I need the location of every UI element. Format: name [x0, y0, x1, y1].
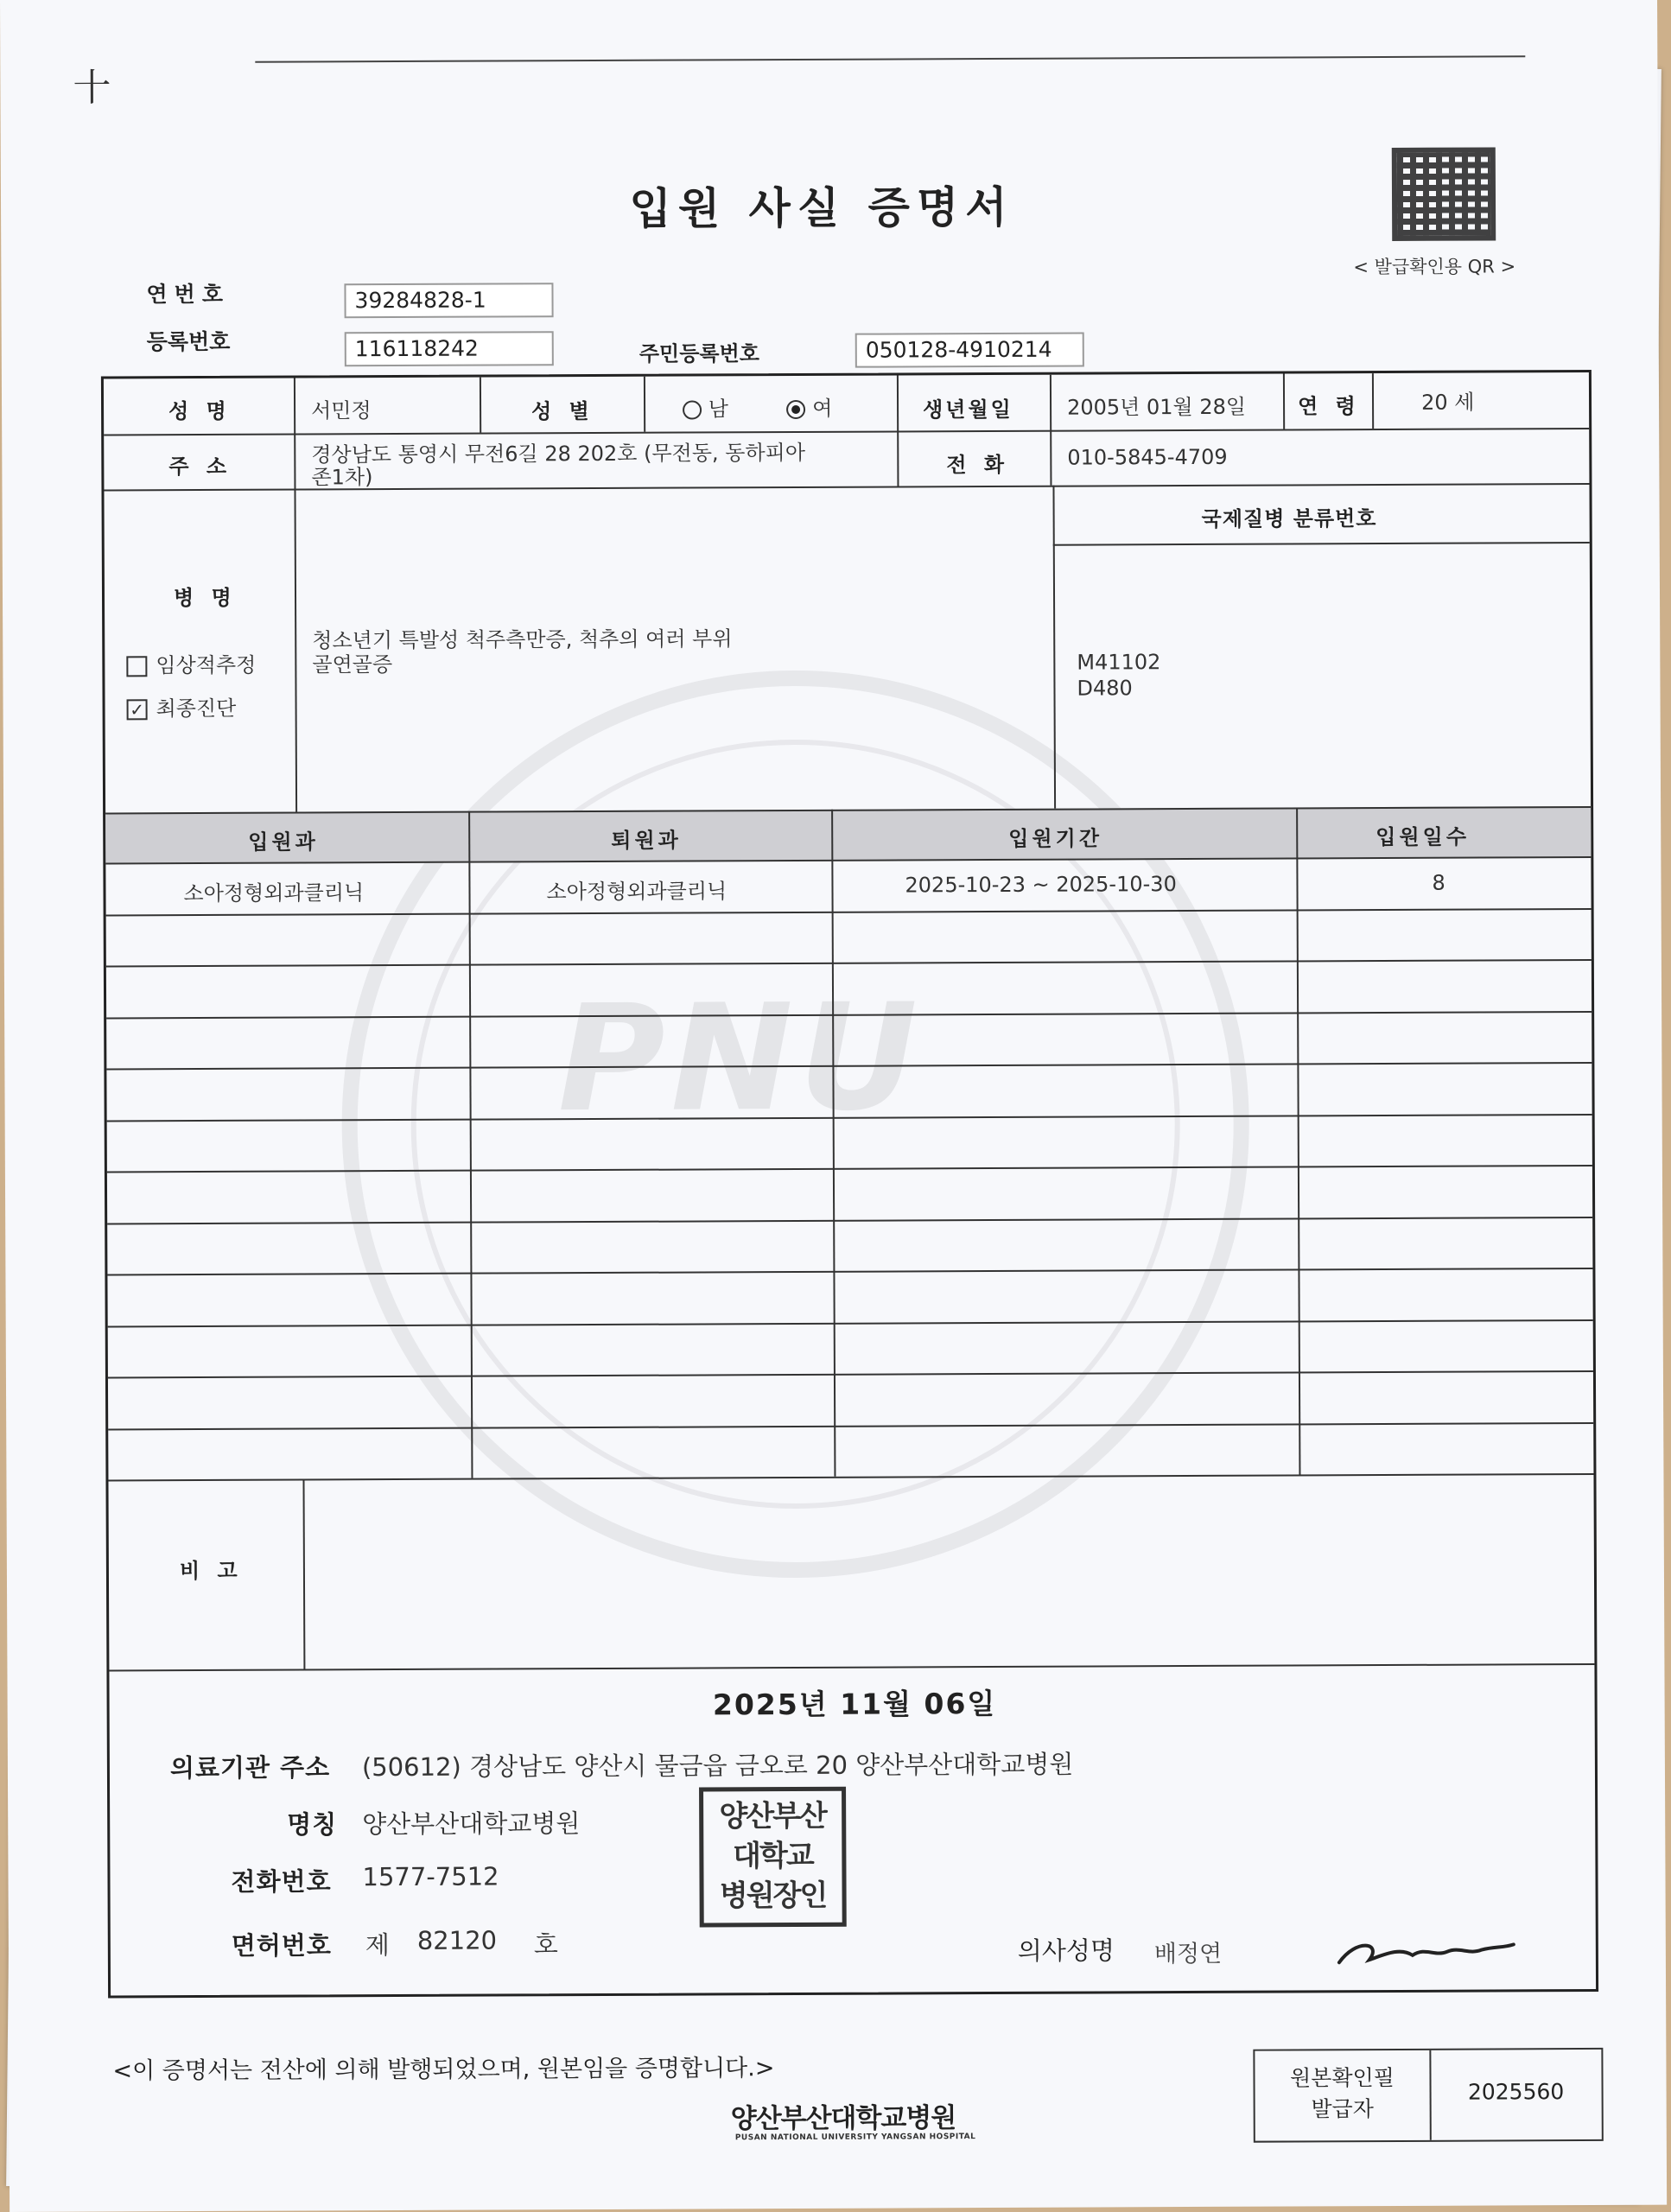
patient-name: 서민정 [311, 398, 372, 423]
sex-female-radio[interactable] [786, 400, 805, 419]
form-rule [1283, 374, 1285, 429]
form-rule [1053, 542, 1590, 546]
diagnosis-line-1: 청소년기 특발성 척주측만증, 척추의 여러 부위 [312, 626, 733, 653]
name-label: 성 명 [168, 398, 232, 424]
sex-options [683, 391, 832, 423]
institution-phone-label: 전화번호 [231, 1866, 332, 1897]
diagnosis-label: 병 명 [173, 585, 237, 611]
table-row [107, 1268, 1592, 1276]
registration-value: 116118242 [345, 331, 554, 366]
sex-male-radio[interactable] [683, 400, 702, 419]
institution-phone: 1577-7512 [362, 1861, 499, 1892]
table-cell-period: 2025-10-23 ~ 2025-10-30 [905, 872, 1177, 898]
table-row [107, 1114, 1592, 1122]
table-header-bg [105, 806, 1591, 863]
icd-codes [1077, 649, 1160, 701]
table-row [108, 1370, 1593, 1379]
sex-female-label: 여 [812, 396, 833, 421]
doctor-signature [1331, 1920, 1521, 1973]
form-rule [104, 428, 1589, 436]
hospital-seal: 양산부산 대학교 병원장인 [699, 1787, 847, 1928]
address-value [311, 442, 805, 488]
page-title: 입원 사실 증명서 [629, 181, 1014, 234]
table-cell-admit-dept: 소아정형외과클리닉 [183, 880, 365, 906]
form-rule [644, 377, 645, 432]
icd-code-1: M41102 [1077, 650, 1161, 675]
issue-date: 2025년 11월 06일 [712, 1686, 997, 1722]
certificate-form [101, 370, 1598, 1999]
doctor-label: 의사성명 [1017, 1936, 1115, 1966]
phone-value: 010-5845-4709 [1067, 444, 1228, 470]
doctor-name: 배정연 [1153, 1940, 1223, 1968]
institution-name-label: 명칭 [287, 1809, 338, 1840]
issuer-label-original: 원본확인필 [1290, 2064, 1395, 2091]
dob-value: 2005년 01월 28일 [1067, 394, 1247, 420]
license-prefix: 제 [365, 1930, 390, 1961]
icd-code-2: D480 [1077, 676, 1133, 701]
diagnosis-text [312, 626, 733, 677]
sex-male-label: 남 [708, 397, 728, 422]
option-clinical[interactable] [126, 648, 256, 679]
issuer-labels [1255, 2063, 1429, 2126]
issuer-label-issuer: 발급자 [1311, 2096, 1374, 2122]
issuer-value: 2025560 [1467, 2079, 1565, 2105]
institution-name: 양산부산대학교병원 [362, 1808, 581, 1840]
table-header-days: 입원일수 [1376, 824, 1471, 850]
form-rule [1050, 375, 1052, 486]
form-rule [109, 1663, 1594, 1672]
table-cell-discharge-dept: 소아정형외과클리닉 [546, 879, 727, 905]
serial-value: 39284828-1 [344, 283, 553, 318]
table-row [106, 1011, 1592, 1020]
age-value: 20 세 [1420, 390, 1475, 415]
form-rule [1052, 486, 1056, 809]
table-row [108, 1319, 1593, 1328]
form-rule [302, 1478, 305, 1669]
phone-label: 전 화 [946, 452, 1010, 478]
form-rule [108, 1473, 1593, 1482]
age-label: 연 령 [1298, 394, 1361, 419]
table-row [106, 959, 1592, 968]
form-rule [468, 811, 473, 1478]
form-rule [897, 375, 899, 486]
remarks-label: 비 고 [179, 1558, 243, 1584]
license-label: 면허번호 [231, 1930, 332, 1961]
rrn-label: 주민등록번호 [639, 341, 759, 366]
institution-address: (50612) 경상남도 양산시 물금읍 금오로 20 양산부산대학교병원 [361, 1749, 1074, 1783]
license-suffix: 호 [533, 1929, 558, 1960]
registration-label: 등록번호 [146, 328, 231, 355]
clinical-checkbox[interactable] [126, 656, 147, 677]
form-rule [294, 378, 297, 812]
table-row [106, 1062, 1592, 1071]
icd-label: 국제질병 분류번호 [1201, 506, 1377, 531]
table-row [107, 1217, 1592, 1225]
corner-mark: 十 [73, 66, 111, 111]
institution-address-label: 의료기관 주소 [169, 1752, 331, 1783]
top-rule [255, 55, 1525, 62]
hospital-logo-subtext: PUSAN NATIONAL UNIVERSITY YANGSAN HOSPITAL [734, 2133, 976, 2143]
watermark-logo: PNU [556, 972, 924, 1146]
issuer-box [1253, 2048, 1603, 2143]
sex-label: 성 별 [531, 399, 594, 424]
hospital-logo-text: 양산부산대학교병원 [730, 2102, 956, 2135]
qr-caption: < 발급확인용 QR > [1353, 256, 1516, 278]
dob-label: 생년월일 [923, 397, 1013, 423]
table-row [108, 1422, 1593, 1431]
diagnosis-line-2: 골연골증 [312, 652, 393, 677]
address-line-1: 경상남도 통영시 무전6길 28 202호 (무전동, 동하피아 [311, 440, 806, 467]
table-cell-days: 8 [1432, 870, 1445, 895]
final-label: 최종진단 [156, 696, 237, 721]
address-line-2: 존1차) [311, 465, 373, 490]
final-checkbox[interactable]: ✓ [127, 699, 148, 720]
authenticity-notice: <이 증명서는 전산에 의해 발행되었으며, 원본임을 증명합니다.> [112, 2055, 775, 2085]
form-rule [1296, 807, 1300, 1474]
table-row [106, 908, 1592, 917]
table-row [107, 1165, 1592, 1173]
table-header-admit-dept: 입원과 [248, 830, 319, 855]
option-final[interactable] [126, 691, 236, 722]
rrn-value: 050128-4910214 [855, 333, 1084, 368]
form-rule [480, 378, 481, 433]
qr-code-icon [1392, 147, 1496, 241]
address-label: 주 소 [168, 454, 232, 480]
table-rows [104, 372, 1589, 379]
license-number: 82120 [416, 1925, 498, 1955]
form-rule [831, 810, 836, 1477]
clinical-label: 임상적추정 [156, 652, 257, 678]
table-header-period: 입원기간 [1008, 826, 1103, 851]
serial-label: 연번호 [146, 281, 231, 308]
table-header-discharge-dept: 퇴원과 [611, 828, 682, 853]
form-rule [1372, 373, 1374, 429]
